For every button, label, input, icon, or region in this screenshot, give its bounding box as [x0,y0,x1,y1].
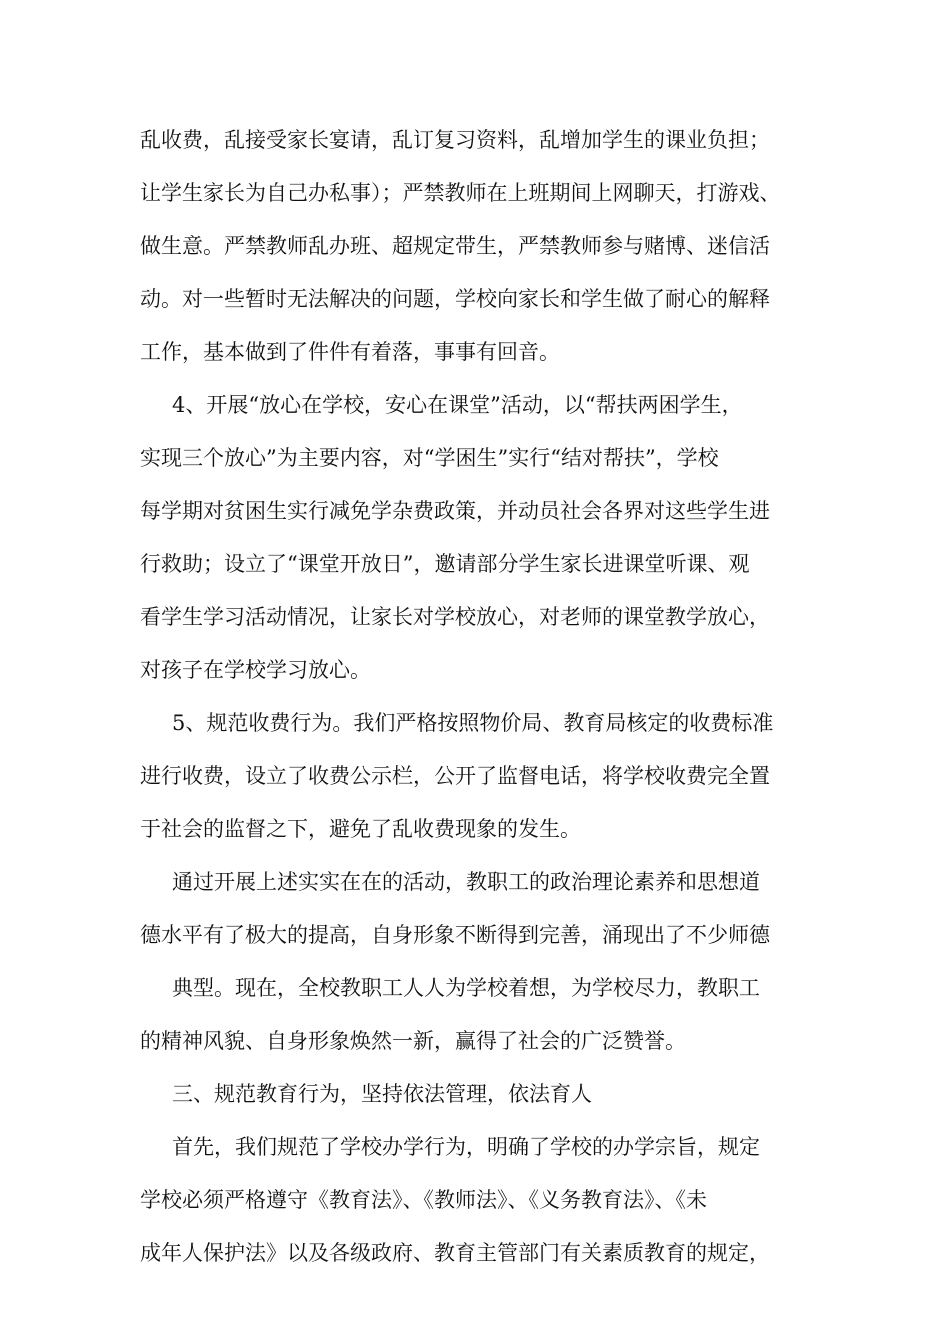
text-line: 每学期对贫困生实行减免学杂费政策，并动员社会各界对这些学生进 [140,499,770,523]
text-line: 让学生家长为自己办私事）；严禁教师在上班期间上网聊天，打游戏、 [140,181,781,205]
text-line: 对孩子在学校学习放心。 [140,658,371,682]
text-line: 动。对一些暂时无法解决的问题，学校向家长和学生做了耐心的解释 [140,287,770,311]
text-line: 典型。现在，全校教职工人人为学校着想，为学校尽力，教职工 [172,976,760,1000]
text-line: 做生意。严禁教师乱办班、超规定带生，严禁教师参与赌博、迷信活 [140,234,770,258]
text-line: 工作，基本做到了件件有着落，事事有回音。 [140,340,560,364]
text-line: 成年人保护法》以及各级政府、教育主管部门有关素质教育的规定， [140,1241,770,1265]
text-line: 行救助；设立了“课堂开放日”，邀请部分学生家长进课堂听课、观 [140,552,750,576]
paragraph-start-line: 通过开展上述实实在在的活动，教职工的政治理论素养和思想道 [172,870,760,894]
text-line: 乱收费，乱接受家长宴请，乱订复习资料，乱增加学生的课业负担； [140,128,770,152]
paragraph-start-line: 首先，我们规范了学校办学行为，明确了学校的办学宗旨，规定 [172,1135,760,1159]
text-line: 看学生学习活动情况，让家长对学校放心，对老师的课堂教学放心， [140,605,770,629]
text-line: 德水平有了极大的提高，自身形象不断得到完善，涌现出了不少师德 [140,923,770,947]
paragraph-start-line: 4、开展“放心在学校，安心在课堂”活动，以“帮扶两困学生， [172,393,743,417]
text-line: 的精神风貌、自身形象焕然一新，赢得了社会的广泛赞誉。 [140,1029,686,1053]
section-heading: 三、规范教育行为，坚持依法管理，依法育人 [172,1082,592,1106]
paragraph-start-line: 5、规范收费行为。我们严格按照物价局、教育局核定的收费标准 [172,711,774,735]
text-line: 进行收费，设立了收费公示栏，公开了监督电话，将学校收费完全置 [140,764,770,788]
text-line: 学校必须严格遵守《教育法》、《教师法》、《义务教育法》、《未 [140,1188,707,1212]
text-line: 于社会的监督之下，避免了乱收费现象的发生。 [140,817,581,841]
text-line: 实现三个放心”为主要内容，对“学困生”实行“结对帮扶”，学校 [140,446,719,470]
